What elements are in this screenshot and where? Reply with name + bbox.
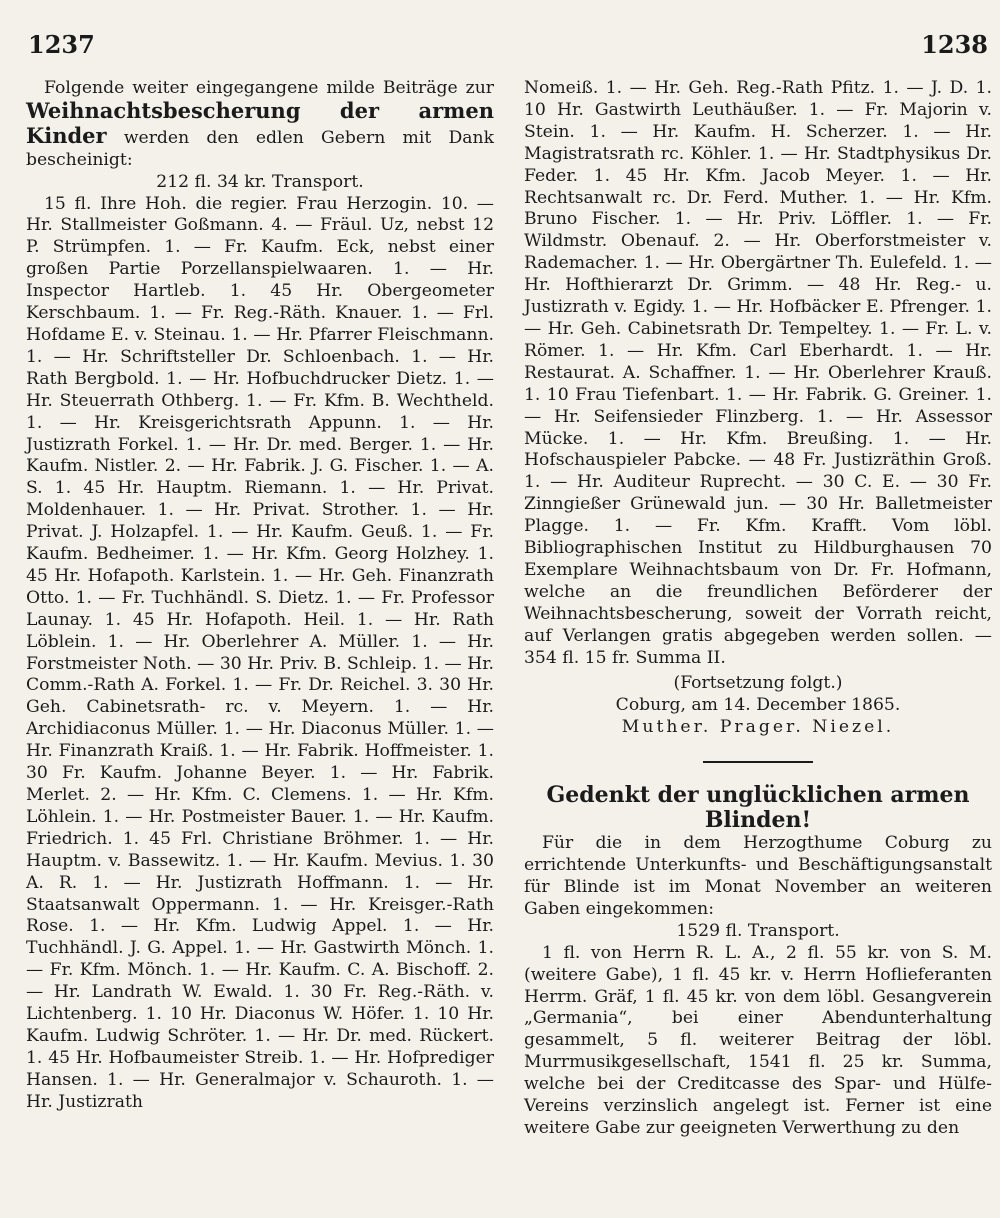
appeal-transport-line: 1529 fl. Transport. [676,920,840,941]
left-column [26,78,494,1114]
appeal-intro: Für die in dem Herzogthume Coburg zu errichtende Unterkunfts- und Beschäftigungsanstalt für Blinde ist im Monat November an weiteren Gaben eingekommen: [524,833,992,919]
right-column [524,78,992,1140]
intro-text-before: Folgende weiter eingegangene milde Beiträge zur [44,78,494,98]
transport-line: 212 fl. 34 kr. Transport. [156,171,364,192]
donation-list-right: Nomeiß. 1. — Hr. Geh. Reg.-Rath Pfitz. 1. — J. D. 1. 10 Hr. Gastwirth Leuthäußer. 1. — Fr. Majorin v. Stein. 1. — Hr. Kaufm. H. Scherzer. 1. — Hr. Magistratsrath rc. Köhler. 1. — Hr. Stadtphysikus Dr. Feder. 1. 45 Hr. Kfm. Jacob Meyer. 1. — Hr. Rechtsanwalt rc. Dr. Ferd. Muther. 1. — Hr. Kfm. Bruno Fischer. 1. — Hr. Priv. Löffler. 1. — Fr. Wildmstr. Obenauf. 2. — Hr. Oberforstmeister v. Rademacher. 1. — Hr. Obergärtner Th. Eulefeld. 1. — Hr. Hofthierarzt Dr. Grimm. — 48 Hr. Reg.- u. Justizrath v. Egidy. 1. — Hr. Hofbäcker E. Pfrenger. 1. — Hr. Geh. Cabinetsrath Dr. Tempeltey. 1. — Fr. L. v. Römer. 1. — Hr. Kfm. Carl Eberhardt. 1. — Hr. Restaurat. A. Schaffner. 1. — Hr. Oberlehrer Krauß. 1. 10 Frau Tiefenbart. 1. — Hr. Fabrik. G. Greiner. 1. — Hr. Seifensieder Flinzberg. 1. — Hr. Assessor Mücke. 1. — Hr. Kfm. Breußing. 1. — Hr. Hofschauspieler Pabcke. — 48 Fr. Justizräthin Groß. 1. — Hr. Auditeur Ruprecht. — 30 C. E. — 30 Fr. Zinngießer Grünewald jun. — 30 Hr. Balletmeister Plagge. 1. — Fr. Kfm. Krafft. Vom löbl. Bibliographischen Institut zu Hildburghausen 70 Exemplare Weihnachtsbaum von Dr. Fr. Hofmann, welche an die freundlichen Beförderer der Weihnachtsbescherung, soweit der Vorrath reicht, auf Verlangen gratis abgegeben werden sollen. — 354 fl. 15 fr. Summa II. [524,78,992,668]
dateline: Coburg, am 14. December 1865. [615,695,901,716]
donation-intro [26,78,494,172]
appeal-donations: 1 fl. von Herrn R. L. A., 2 fl. 55 kr. von S. M. (weitere Gabe), 1 fl. 45 kr. v. Herrn Hoflieferanten Herrm. Gräf, 1 fl. 45 kr. von dem löbl. Gesangverein „Germania“, bei einer Abendunterhaltung gesammelt, 5 fl. weiterer Beitrag der löbl. Murrmusikgesellschaft, 1541 fl. 25 kr. Summa, welche bei der Creditcasse des Spar- und Hülfe-Vereins verzinslich angelegt ist. Ferner ist eine weitere Gabe zur geeigneten Verwerthung zu den [524,942,992,1138]
signatories: Muther. Prager. Niezel. [621,717,895,738]
continued-note: (Fortsetzung folgt.) [673,673,843,694]
page-number-right: 1238 [921,30,988,59]
donation-list-left: 15 fl. Ihre Hoh. die regier. Frau Herzogin. 10. — Hr. Stallmeister Goßmann. 4. — Fräul. Uz, nebst 12 P. Strümpfen. 1. — Fr. Kaufm. Eck, nebst einer großen Partie Porzellanspielwaaren. 1. — Hr. Inspector Hartleb. 1. 45 Hr. Obergeometer Kerschbaum. 1. — Fr. Reg.-Räth. Knauer. 1. — Frl. Hofdame E. v. Steinau. 1. — Hr. Pfarrer Fleischmann. 1. — Hr. Schriftsteller Dr. Schloenbach. 1. — Hr. Rath Bergbold. 1. — Hr. Hofbuchdrucker Dietz. 1. — Hr. Steuerrath Othberg. 1. — Fr. Kfm. B. Wechtheld. 1. — Hr. Kreisgerichtsrath Appunn. 1. — Hr. Justizrath Forkel. 1. — Hr. Dr. med. Berger. 1. — Hr. Kaufm. Nistler. 2. — Hr. Fabrik. J. G. Fischer. 1. — A. S. 1. 45 Hr. Hauptm. Riemann. 1. — Hr. Privat. Moldenhauer. 1. — Hr. Privat. Strother. 1. — Hr. Privat. J. Holzapfel. 1. — Hr. Kaufm. Geuß. 1. — Fr. Kaufm. Bedheimer. 1. — Hr. Kfm. Georg Holzhey. 1. 45 Hr. Hofapoth. Karlstein. 1. — Hr. Geh. Finanzrath Otto. 1. — Fr. Tuchhändl. S. Dietz. 1. — Fr. Professor Launay. 1. 45 Hr. Hofapoth. Heil. 1. — Hr. Rath Löblein. 1. — Hr. Oberlehrer A. Müller. 1. — Hr. Forstmeister Noth. — 30 Hr. Priv. B. Schleip. 1. — Hr. Comm.-Rath A. Forkel. 1. — Fr. Dr. Reichel. 3. 30 Hr. Geh. Cabinetsrath- rc. v. Meyern. 1. — Hr. Archidiaconus Müller. 1. — Hr. Diaconus Müller. 1. — Hr. Finanzrath Kraiß. 1. — Hr. Fabrik. Hoffmeister. 1. 30 Fr. Kaufm. Johanne Beyer. 1. — Hr. Fabrik. Merlet. 2. — Hr. Kfm. C. Clemens. 1. — Hr. Kfm. Löhlein. 1. — Hr. Postmeister Bauer. 1. — Hr. Kaufm. Friedrich. 1. 45 Frl. Christiane Bröhmer. 1. — Hr. Hauptm. v. Bassewitz. 1. — Hr. Kaufm. Mevius. 1. 30 A. R. 1. — Hr. Justizrath Hoffmann. 1. — Hr. Staatsanwalt Oppermann. 1. — Hr. Kreisger.-Rath Rose. 1. — Hr. Kfm. Ludwig Appel. 1. — Hr. Tuchhändl. J. G. Appel. 1. — Hr. Gastwirth Mönch. 1. — Fr. Kfm. Mönch. 1. — Hr. Kaufm. C. A. Bischoff. 2. — Hr. Landrath W. Ewald. 1. 30 Fr. Reg.-Räth. v. Lichtenberg. 1. 10 Hr. Diaconus W. Höfer. 1. 10 Hr. Kaufm. Ludwig Schröter. 1. — Hr. Dr. med. Rückert. 1. 45 Hr. Hofbaumeister Streib. 1. — Hr. Hofprediger Hansen. 1. — Hr. Generalmajor v. Schauroth. 1. — Hr. Justizrath [26,193,494,1112]
section-divider [703,761,813,763]
appeal-title: Gedenkt der unglücklichen armen Blinden! [546,782,970,834]
intro-text-after: werden den edlen Gebern mit Dank bescheinigt: [26,127,494,170]
page-number-left: 1237 [28,30,95,59]
intro-heading-bold: Weihnachtsbescherung der armen Kinder [26,97,494,148]
